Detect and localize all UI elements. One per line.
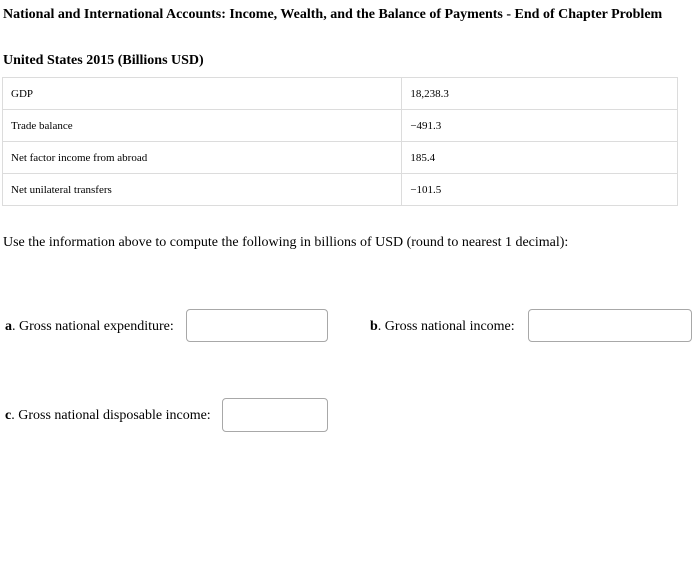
- row-value-net-factor-income: 185.4: [402, 142, 678, 174]
- question-a-label: [5, 319, 174, 335]
- table-caption: United States 2015 (Billions USD): [3, 53, 204, 68]
- data-table: [2, 77, 678, 206]
- gross-national-expenditure-input[interactable]: [186, 309, 328, 342]
- row-value-net-unilateral-transfers: −101.5: [402, 174, 678, 206]
- gross-national-disposable-income-input[interactable]: [222, 398, 328, 432]
- question-a-letter: a: [5, 319, 12, 334]
- question-a-text: . Gross national expenditure:: [12, 319, 174, 334]
- question-b-label: [370, 319, 515, 335]
- instruction-text: Use the information above to compute the following in billions of USD (round to nearest 1 decimal):: [3, 235, 569, 250]
- question-c-text: . Gross national disposable income:: [11, 408, 211, 423]
- table-row: [3, 142, 678, 174]
- table-row: [3, 110, 678, 142]
- row-label-trade-balance: Trade balance: [3, 110, 402, 142]
- table-row: [3, 174, 678, 206]
- question-c-letter: c: [5, 408, 12, 423]
- row-label-net-unilateral-transfers: Net unilateral transfers: [3, 174, 402, 206]
- question-b-text: . Gross national income:: [377, 319, 515, 334]
- gross-national-income-input[interactable]: [528, 309, 692, 342]
- question-c-label: [5, 408, 211, 424]
- page-title: National and International Accounts: Income, Wealth, and the Balance of Payments - End of Chapter Problem: [3, 7, 663, 22]
- row-label-net-factor-income: Net factor income from abroad: [3, 142, 402, 174]
- question-b-letter: b: [370, 319, 378, 334]
- table-row: [3, 78, 678, 110]
- row-value-gdp: 18,238.3: [402, 78, 678, 110]
- row-label-gdp: GDP: [3, 78, 402, 110]
- row-value-trade-balance: −491.3: [402, 110, 678, 142]
